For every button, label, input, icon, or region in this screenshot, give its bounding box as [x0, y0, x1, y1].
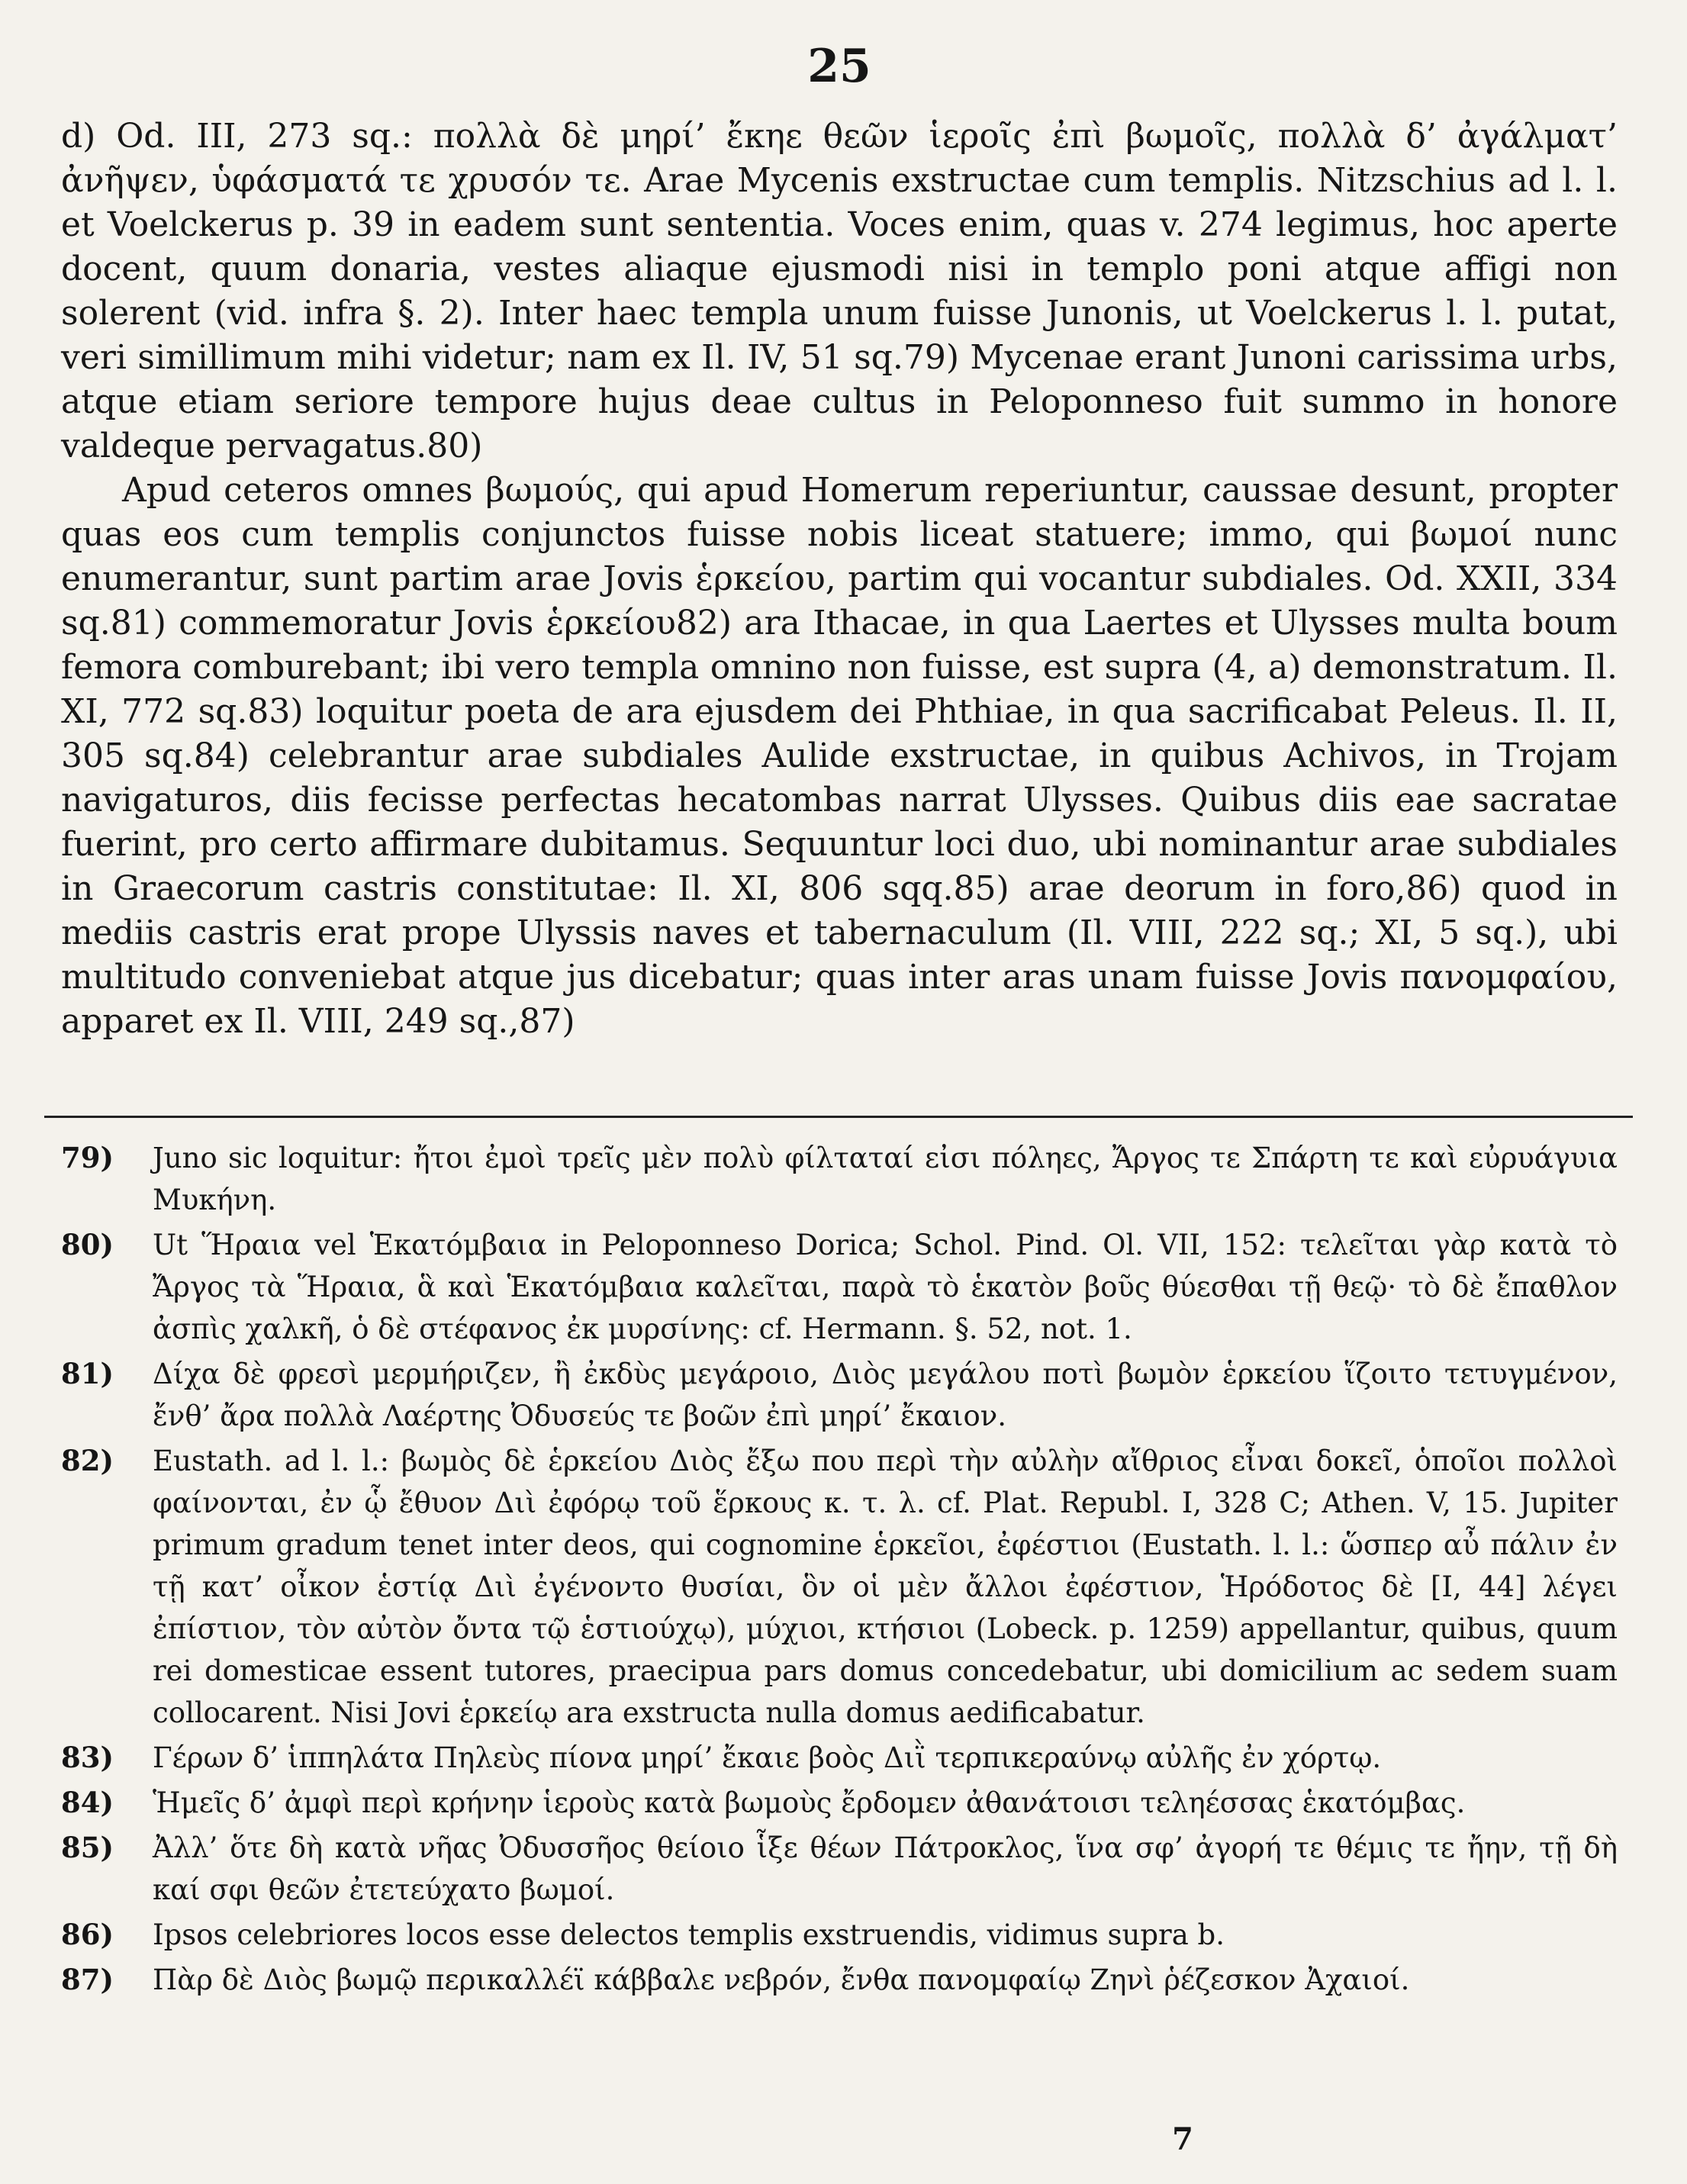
- footnote: [61, 1827, 1618, 1911]
- footnotes: [61, 1137, 1618, 2004]
- footnote-number: 80): [61, 1228, 114, 1261]
- footnote-number: 87): [61, 1963, 114, 1996]
- footnote-number: 83): [61, 1741, 114, 1774]
- footnote: [61, 1959, 1618, 2001]
- footnote-text: Δίχα δὲ φρεσὶ μερμήριζεν, ἢ ἐκδὺς μεγάροιο, Διὸς μεγάλου ποτὶ βωμὸν ἑρκείου ἵζοιτο τετυγμένον, ἔνθ’ ἄρα πολλὰ Λαέρτης Ὀδυσεύς τε βοῶν ἐπὶ μηρί’ ἔκαιον.: [153, 1358, 1618, 1432]
- footnote-number: 81): [61, 1357, 114, 1390]
- footnote: [61, 1782, 1618, 1824]
- footnote: [61, 1224, 1618, 1350]
- footnote-number: 84): [61, 1786, 114, 1819]
- footnote: [61, 1353, 1618, 1437]
- paragraph-d: d) Od. III, 273 sq.: πολλὰ δὲ μηρί’ ἔκηε θεῶν ἱεροῖς ἐπὶ βωμοῖς, πολλὰ δ’ ἀγάλματ’ ἀνῆψεν, ὑφάσματά τε χρυσόν τε. Arae Mycenis exstructae cum templis. Nitzschius ad l. l. et Voelckerus p. 39 in eadem sunt sententia. Voces enim, quas v. 274 legimus, hoc aperte docent, quum donaria, vestes aliaque ejusmodi nisi in templo poni atque affigi non solerent (vid. infra §. 2). Inter haec templa unum fuisse Junonis, ut Voelckerus l. l. putat, veri simillimum mihi videtur; nam ex Il. IV, 51 sq.79) Mycenae erant Junoni carissima urbs, atque etiam seriore tempore hujus deae cultus in Peloponneso fuit summo in honore valdeque pervagatus.80): [61, 117, 1618, 465]
- footnote-text: Ipsos celebriores locos esse delectos templis exstruendis, vidimus supra b.: [153, 1918, 1225, 1951]
- paragraph-apud: Apud ceteros omnes βωμούς, qui apud Homerum reperiuntur, caussae desunt, propter quas eos cum templis conjunctos fuisse nobis liceat statuere; immo, qui βωμοί nunc enumerantur, sunt partim arae Jovis ἑρκείου, partim qui vocantur subdiales. Od. XXII, 334 sq.81) commemoratur Jovis ἑρκείου82) ara Ithacae, in qua Laertes et Ulysses multa boum femora comburebant; ibi vero templa omnino non fuisse, est supra (4, a) demonstratum. Il. XI, 772 sq.83) loquitur poeta de ara ejusdem dei Phthiae, in qua sacrificabat Peleus. Il. II, 305 sq.84) celebrantur arae subdiales Aulide exstructae, in quibus Achivos, in Trojam navigaturos, diis fecisse perfectas hecatombas narrat Ulysses. Quibus diis eae sacratae fuerint, pro certo affirmare dubitamus. Sequuntur loci duo, ubi nominantur arae subdiales in Graecorum castris constitutae: Il. XI, 806 sqq.85) arae deorum in foro,86) quod in mediis castris erat prope Ulyssis naves et tabernaculum (Il. VIII, 222 sq.; XI, 5 sq.), ubi multitudo conveniebat atque jus dicebatur; quas inter aras unam fuisse Jovis πανομφαίου, apparet ex Il. VIII, 249 sq.,87): [61, 471, 1618, 1041]
- footnote-text: Ut Ἥραια vel Ἑκατόμβαια in Peloponneso Dorica; Schol. Pind. Ol. VII, 152: τελεῖται γὰρ κατὰ τὸ Ἄργος τὰ Ἥραια, ἃ καὶ Ἑκατόμβαια καλεῖται, παρὰ τὸ ἑκατὸν βοῦς θύεσθαι τῇ θεῷ· τὸ δὲ ἔπαθλον ἀσπὶς χαλκῆ, ὁ δὲ στέφανος ἐκ μυρσίνης: cf. Hermann. §. 52, not. 1.: [153, 1229, 1618, 1345]
- signature-mark: 7: [1172, 2121, 1193, 2157]
- footnote-text: Γέρων δ’ ἱππηλάτα Πηλεὺς πίονα μηρί’ ἔκαιε βοὸς Διῒ τερπικεραύνῳ αὐλῆς ἐν χόρτῳ.: [153, 1741, 1382, 1774]
- footnote-number: 85): [61, 1831, 114, 1864]
- footnote: [61, 1914, 1618, 1956]
- footnote-text: Πὰρ δὲ Διὸς βωμῷ περικαλλέϊ κάββαλε νεβρόν, ἔνθα πανομφαίῳ Ζηνὶ ῥέζεσκον Ἀχαιοί.: [153, 1963, 1410, 1996]
- main-text: [61, 114, 1618, 1044]
- footnote-text: Ἡμεῖς δ’ ἀμφὶ περὶ κρήνην ἱεροὺς κατὰ βωμοὺς ἔρδομεν ἀθανάτοισι τεληέσσας ἑκατόμβας.: [153, 1786, 1466, 1819]
- footnote: [61, 1137, 1618, 1221]
- footnote-text: Juno sic loquitur: ἤτοι ἐμοὶ τρεῖς μὲν πολὺ φίλταταί εἰσι πόληες, Ἄργος τε Σπάρτη τε καὶ εὐρυάγυια Μυκήνη.: [153, 1142, 1618, 1216]
- footnote: [61, 1737, 1618, 1779]
- footnote-number: 82): [61, 1444, 114, 1477]
- footnote-number: 79): [61, 1141, 114, 1174]
- footnote-separator: [44, 1116, 1633, 1118]
- footnote-number: 86): [61, 1918, 114, 1951]
- footnote-text: Eustath. ad l. l.: βωμὸς δὲ ἑρκείου Διὸς ἔξω που περὶ τὴν αὐλὴν αἴθριος εἶναι δοκεῖ, ὁποῖοι πολλοὶ φαίνονται, ἐν ᾧ ἔθυον Διὶ ἐφόρῳ τοῦ ἕρκους κ. τ. λ. cf. Plat. Republ. I, 328 C; Athen. V, 15. Jupiter primum gradum tenet inter deos, qui cognomine ἑρκεῖοι, ἐφέστιοι (Eustath. l. l.: ὥσπερ αὖ πάλιν ἐν τῇ κατ’ οἶκον ἑστίᾳ Διὶ ἐγένοντο θυσίαι, ὃν οἱ μὲν ἄλλοι ἐφέστιον, Ἡρόδοτος δὲ [I, 44] λέγει ἐπίστιον, τὸν αὐτὸν ὄντα τῷ ἑστιούχῳ), μύχιοι, κτήσιοι (Lobeck. p. 1259) appellantur, quibus, quum rei domesticae essent tutores, praecipua pars domus concedebatur, ubi domicilium ac sedem suam collocarent. Nisi Jovi ἑρκείῳ ara exstructa nulla domus aedificabatur.: [153, 1445, 1618, 1729]
- page-number: 25: [807, 40, 871, 93]
- footnote-text: Ἀλλ’ ὅτε δὴ κατὰ νῆας Ὀδυσσῆος θείοιο ἷξε θέων Πάτροκλος, ἵνα σφ’ ἀγορή τε θέμις τε ἤην, τῇ δὴ καί σφι θεῶν ἐτετεύχατο βωμοί.: [153, 1831, 1618, 1906]
- footnote: [61, 1440, 1618, 1734]
